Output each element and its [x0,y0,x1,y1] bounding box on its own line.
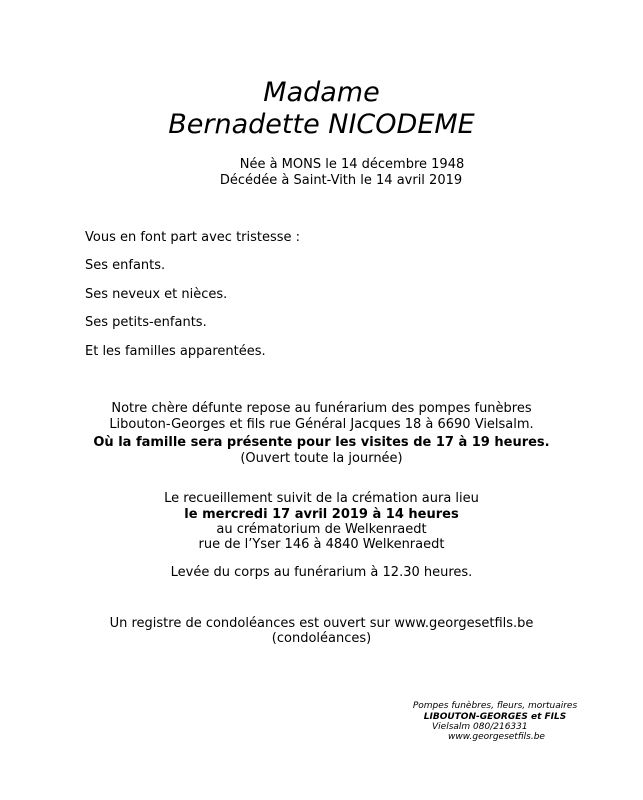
funerarium-line1: Notre chère défunte repose au funérarium des pompes funèbres [111,401,532,416]
visits-line: Où la famille sera présente pour les visites de 17 à 19 heures. [93,435,550,450]
levee-line: Levée du corps au funérarium à 12.30 heures. [170,565,473,580]
condolences-line2: (condoléances) [271,631,372,646]
condolences-line1: Un registre de condoléances est ouvert sur www.georgesetfils.be [109,616,534,631]
funerarium-line2: Libouton-Georges et fils rue Général Jacques 18 à 6690 Vielsalm. [109,417,534,432]
deceased-name: Bernadette NICODEME [168,109,475,140]
footer-website: www.georgesetfils.be [448,732,545,742]
footer-company: LIBOUTON-GEORGES et FILS [423,712,567,722]
ceremony-date: le mercredi 17 avril 2019 à 14 heures [184,507,459,522]
open-line: (Ouvert toute la journée) [240,451,403,466]
ceremony-line1: Le recueillement suivit de la crémation aura lieu [164,491,479,506]
death-line: Décédée à Saint-Vith le 14 avril 2019 [219,173,463,188]
footer-services: Pompes funèbres, fleurs, mortuaires [412,701,578,711]
title-madame: Madame [263,77,380,108]
family-children: Ses enfants. [85,258,166,273]
family-intro: Vous en font part avec tristesse : [85,230,301,245]
birth-line: Née à MONS le 14 décembre 1948 [239,157,465,172]
footer-phone: Vielsalm 080/216331 [432,722,528,732]
ceremony-place: au crématorium de Welkenraedt [216,522,427,537]
family-relatives: Et les familles apparentées. [85,344,266,359]
ceremony-address: rue de l’Yser 146 à 4840 Welkenraedt [198,537,445,552]
family-nephews: Ses neveux et nièces. [85,287,228,302]
family-grandchildren: Ses petits-enfants. [85,315,207,330]
